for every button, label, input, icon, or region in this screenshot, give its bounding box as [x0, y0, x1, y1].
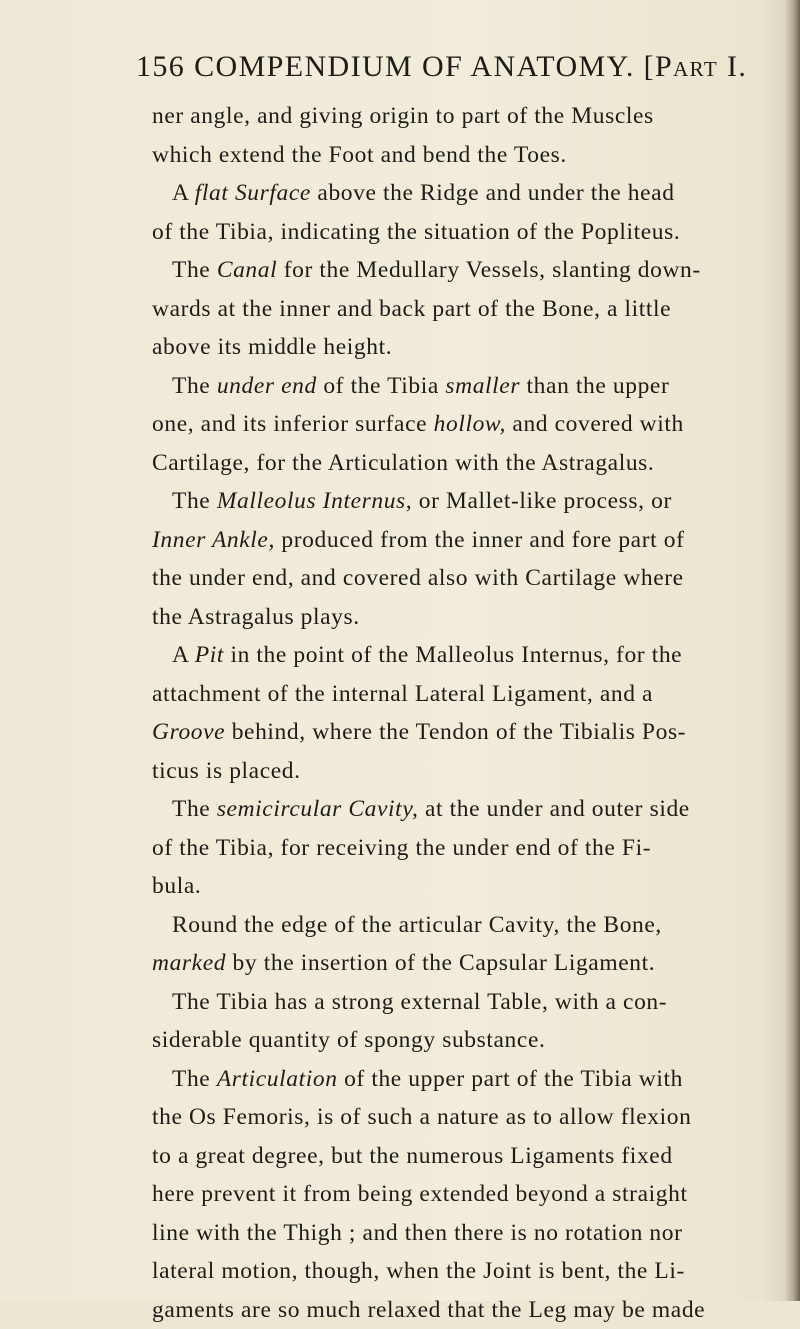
text-line: siderable quantity of spongy substance. — [152, 1021, 772, 1060]
italic-term: Articulation — [217, 1066, 338, 1092]
text-line: Cartilage, for the Articulation with the Astragalus. — [152, 444, 772, 483]
running-head — [136, 50, 776, 84]
italic-term: Canal — [217, 257, 277, 283]
text-line: bula. — [152, 867, 772, 906]
text-line: one, and its inferior surface hollow, and covered with — [152, 405, 772, 444]
text-line: the under end, and covered also with Cartilage where — [152, 559, 772, 598]
paragraph — [152, 251, 772, 367]
paragraph — [152, 636, 772, 790]
paragraph — [152, 790, 772, 906]
part-label: [PART I. — [644, 50, 748, 83]
text-line: line with the Thigh ; and then there is no rotation nor — [152, 1214, 772, 1253]
text-line: Round the edge of the articular Cavity, the Bone, — [152, 906, 772, 945]
text-line: to a great degree, but the numerous Ligaments fixed — [152, 1137, 772, 1176]
paragraph — [152, 97, 772, 174]
page-edge-shadow — [784, 0, 800, 1301]
italic-term: marked — [152, 950, 226, 976]
text-line: The Canal for the Medullary Vessels, slanting down- — [152, 251, 772, 290]
italic-term: smaller — [445, 373, 520, 399]
italic-term: Groove — [152, 719, 225, 745]
text-line: The under end of the Tibia smaller than the upper — [152, 367, 772, 406]
text-line: above its middle height. — [152, 328, 772, 367]
text-line: Groove behind, where the Tendon of the Tibialis Pos- — [152, 713, 772, 752]
paragraph — [152, 906, 772, 983]
text-line: The Articulation of the upper part of the Tibia with — [152, 1060, 772, 1099]
italic-term: flat Surface — [195, 180, 311, 206]
text-line: The Tibia has a strong external Table, with a con- — [152, 983, 772, 1022]
text-line: A Pit in the point of the Malleolus Internus, for the — [152, 636, 772, 675]
page-number: 156 — [136, 50, 185, 83]
book-title: COMPENDIUM OF ANATOMY. — [194, 50, 635, 83]
text-line: The Malleolus Internus, or Mallet-like process, or — [152, 482, 772, 521]
text-line: gaments are so much relaxed that the Leg may be made — [152, 1291, 772, 1329]
italic-term: Pit — [195, 642, 224, 668]
text-line: here prevent it from being extended beyond a straight — [152, 1175, 772, 1214]
text-line: The semicircular Cavity, at the under and outer side — [152, 790, 772, 829]
paragraph — [152, 174, 772, 251]
text-line: ner angle, and giving origin to part of the Muscles — [152, 97, 772, 136]
paragraph — [152, 367, 772, 483]
paragraph — [152, 1060, 772, 1329]
italic-term: semicircular Cavity, — [217, 796, 419, 822]
body-text — [152, 97, 772, 1329]
paragraph — [152, 983, 772, 1060]
text-line: of the Tibia, for receiving the under end of the Fi- — [152, 829, 772, 868]
text-line: which extend the Foot and bend the Toes. — [152, 136, 772, 175]
text-line: lateral motion, though, when the Joint is bent, the Li- — [152, 1252, 772, 1291]
text-line: marked by the insertion of the Capsular Ligament. — [152, 944, 772, 983]
text-line: of the Tibia, indicating the situation of the Popliteus. — [152, 213, 772, 252]
text-line: ticus is placed. — [152, 752, 772, 791]
text-line: A flat Surface above the Ridge and under the head — [152, 174, 772, 213]
italic-term: Inner Ankle, — [152, 527, 275, 553]
italic-term: under end — [217, 373, 317, 399]
text-line: Inner Ankle, produced from the inner and fore part of — [152, 521, 772, 560]
text-line: wards at the inner and back part of the Bone, a little — [152, 290, 772, 329]
text-line: attachment of the internal Lateral Ligament, and a — [152, 675, 772, 714]
paragraph — [152, 482, 772, 636]
italic-term: hollow, — [434, 411, 506, 437]
text-line: the Astragalus plays. — [152, 598, 772, 637]
italic-term: Malleolus Internus, — [217, 488, 412, 514]
text-line: the Os Femoris, is of such a nature as to allow flexion — [152, 1098, 772, 1137]
